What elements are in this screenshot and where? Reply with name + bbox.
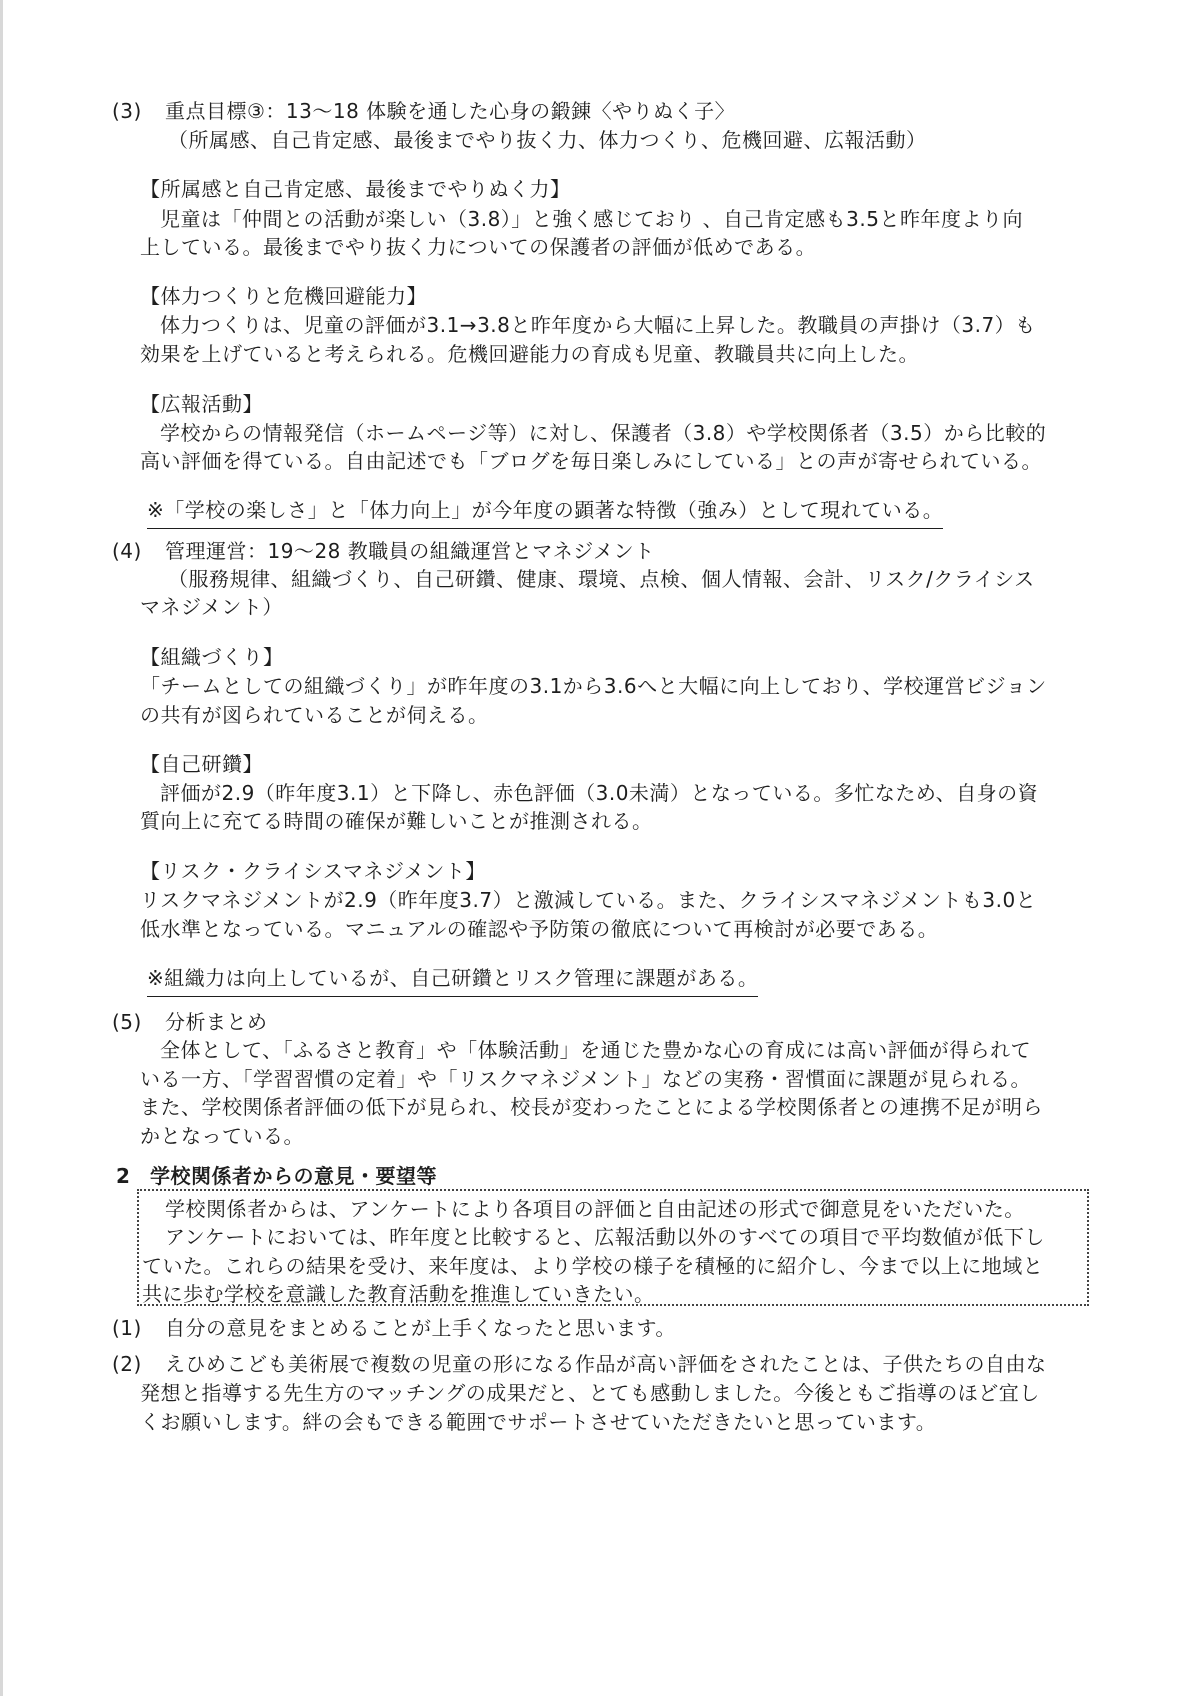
paragraph-line: 評価が2.9（昨年度3.1）と下降し、赤色評価（3.0未満）となっている。多忙なため、自身の資 (160, 781, 1039, 805)
paragraph-line: また、学校関係者評価の低下が見られ、校長が変わったことによる学校関係者との連携不足が明ら (140, 1095, 1043, 1119)
box-line: ていた。これらの結果を受け、来年度は、より学校の様子を積極的に紹介し、今まで以上に地域と (142, 1254, 1044, 1278)
paragraph-line: 「チームとしての組織づくり」が昨年度の3.1から3.6へと大幅に向上しており、学校運営ビジョン (140, 674, 1047, 698)
heading-risk: 【リスク・クライシスマネジメント】 (140, 859, 486, 883)
paragraph-line: の共有が図られていることが伺える。 (140, 703, 489, 727)
opinion-1-number: (1) (112, 1316, 142, 1340)
paragraph-line: 体力つくりは、児童の評価が3.1→3.8と昨年度から大幅に上昇した。教職員の声掛け（3.7）も (160, 313, 1036, 337)
opinion-1-text: 自分の意見をまとめることが上手くなったと思います。 (165, 1316, 676, 1340)
box-line: 学校関係者からは、アンケートにより各項目の評価と自由記述の形式で御意見をいただいた。 (165, 1197, 1025, 1221)
part-2-number: 2 (116, 1164, 131, 1188)
section-4-title: 管理運営：19～28 教職員の組織運営とマネジメント (165, 539, 655, 563)
heading-fitness: 【体力つくりと危機回避能力】 (140, 284, 427, 308)
section-3-note: ※「学校の楽しさ」と「体力向上」が今年度の顕著な特徴（強み）として現れている。 (147, 494, 943, 529)
section-4-subtitle: （服務規律、組織づくり、自己研鑽、健康、環境、点検、個人情報、会計、リスク/クライシス (168, 567, 1035, 591)
paragraph-line: 質向上に充てる時間の確保が難しいことが推測される。 (140, 809, 653, 833)
opinion-2-text: えひめこども美術展で複数の児童の形になる作品が高い評価をされたことは、子供たちの自由な (165, 1352, 1047, 1376)
section-3-subtitle: （所属感、自己肯定感、最後までやり抜く力、体力つくり、危機回避、広報活動） (168, 128, 927, 152)
scan-edge (0, 0, 3, 1696)
heading-pr: 【広報活動】 (140, 392, 263, 416)
paragraph-line: 効果を上げていると考えられる。危機回避能力の育成も児童、教職員共に向上した。 (140, 342, 919, 366)
heading-organization: 【組織づくり】 (140, 645, 284, 669)
section-4-number: (4) (112, 539, 142, 563)
paragraph-line: かとなっている。 (140, 1124, 304, 1148)
section-3-title: 重点目標③：13～18 体験を通した心身の鍛錬〈やりぬく子〉 (165, 99, 736, 123)
paragraph-line: 全体として、「ふるさと教育」や「体験活動」を通じた豊かな心の育成には高い評価が得られて (160, 1038, 1032, 1062)
paragraph-line: 上している。最後までやり抜く力についての保護者の評価が低めである。 (140, 235, 817, 259)
paragraph-line: いる一方、「学習習慣の定着」や「リスクマネジメント」などの実務・習慣面に課題が見られる。 (140, 1067, 1031, 1091)
box-line: アンケートにおいては、昨年度と比較すると、広報活動以外のすべての項目で平均数値が低下し (165, 1225, 1045, 1249)
opinion-2-text: 発想と指導する先生方のマッチングの成果だと、とても感動しました。今後ともご指導のほど宜し (140, 1381, 1040, 1405)
part-2-title: 学校関係者からの意見・要望等 (150, 1164, 437, 1188)
section-4-subtitle-cont: マネジメント） (140, 595, 283, 619)
section-3-number: (3) (112, 99, 142, 123)
opinion-2-number: (2) (112, 1352, 142, 1376)
section-5-title: 分析まとめ (165, 1010, 268, 1034)
paragraph-line: 高い評価を得ている。自由記述でも「ブログを毎日楽しみにしている」との声が寄せられている。 (140, 449, 1042, 473)
paragraph-line: 児童は「仲間との活動が楽しい（3.8）」と強く感じており 、自己肯定感も3.5と昨年度より向 (160, 207, 1023, 231)
paragraph-line: リスクマネジメントが2.9（昨年度3.7）と激減している。また、クライシスマネジメントも3.0と (140, 888, 1037, 912)
section-5-number: (5) (112, 1010, 142, 1034)
opinion-2-text: くお願いします。絆の会もできる範囲でサポートさせていただきたいと思っています。 (140, 1410, 937, 1434)
section-4-note: ※組織力は向上しているが、自己研鑽とリスク管理に課題がある。 (147, 962, 758, 997)
heading-belonging: 【所属感と自己肯定感、最後までやりぬく力】 (140, 177, 571, 201)
paragraph-line: 学校からの情報発信（ホームページ等）に対し、保護者（3.8）や学校関係者（3.5）から比較的 (160, 421, 1047, 445)
box-line: 共に歩む学校を意識した教育活動を推進していきたい。 (142, 1282, 655, 1306)
paragraph-line: 低水準となっている。マニュアルの確認や予防策の徹底について再検討が必要である。 (140, 917, 939, 941)
heading-self-study: 【自己研鑽】 (140, 752, 263, 776)
